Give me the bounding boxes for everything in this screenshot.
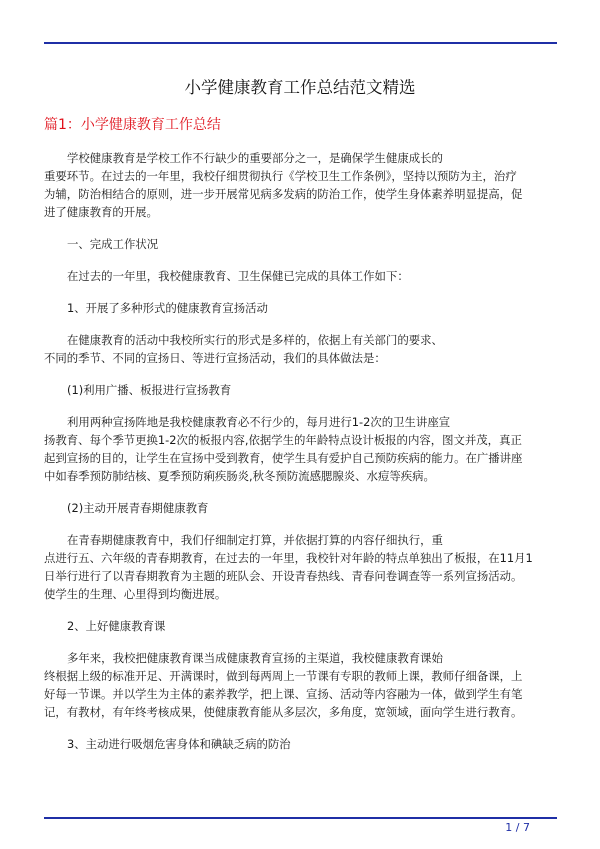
subheading: 一、完成工作状况	[67, 237, 159, 251]
subheading: 1、开展了多种形式的健康教育宣扬活动	[67, 301, 268, 315]
paragraph	[44, 267, 557, 285]
text-line: 利用两种宣扬阵地是我校健康教育必不行少的，每月进行1-2次的卫生讲座宣	[67, 415, 451, 429]
header-rule	[44, 42, 557, 44]
subheading: 2、上好健康教育课	[67, 619, 166, 633]
text-line: 在健康教育的活动中我校所实行的形式是多样的，依据上有关部门的要求、	[67, 333, 443, 347]
text-line: 在青春期健康教育中，我们仔细制定打算，并依据打算的内容仔细执行，重	[67, 533, 443, 547]
footer-rule	[44, 817, 557, 819]
paragraph	[44, 381, 557, 399]
paragraph	[44, 413, 557, 485]
text-line: 学校健康教育是学校工作不行缺少的重要部分之一，是确保学生健康成长的	[67, 151, 443, 165]
document-body	[44, 149, 557, 753]
text-line: 记，有教材，有年终考核成果，使健康教育能从多层次，多角度，宽领域，面向学生进行教育。	[44, 705, 523, 719]
paragraph	[44, 331, 557, 367]
text-line: 起到宣扬的目的，让学生在宣扬中受到教育，使学生具有爱护自己预防疾病的能力。在广播讲座	[44, 451, 523, 465]
paragraph	[44, 735, 557, 753]
paragraph	[44, 531, 557, 603]
paragraph	[44, 617, 557, 635]
paragraph	[44, 149, 557, 221]
subheading: 3、主动进行吸烟危害身体和碘缺乏病的防治	[67, 737, 291, 751]
text-line: 扬教育、每个季节更换1-2次的板报内容,依据学生的年龄特点设计板报的内容，图文并茂，真正	[44, 433, 522, 447]
text-line: 日举行进行了以青春期教育为主题的班队会、开设青春热线、青春问卷调查等一系列宣扬活动。	[44, 569, 523, 583]
subheading: (2)主动开展青春期健康教育	[67, 501, 209, 515]
paragraph	[44, 235, 557, 253]
text-line: 终根据上级的标准开足、开满课时，做到每两周上一节课有专职的教师上课，教师仔细备课，上	[44, 669, 523, 683]
text-line: 在过去的一年里，我校健康教育、卫生保健已完成的具体工作如下：	[67, 269, 409, 283]
document-title: 小学健康教育工作总结范文精选	[184, 78, 416, 97]
text-line: 重要环节。在过去的一年里，我校仔细贯彻执行《学校卫生工作条例》，坚持以预防为主，治疗	[44, 169, 517, 183]
text-line: 点进行五、六年级的青春期教育，在过去的一年里，我校针对年龄的特点单独出了板报，在11月1	[44, 551, 533, 565]
paragraph	[44, 299, 557, 317]
text-line: 不同的季节、不同的宣扬日、等进行宣扬活动，我们的具体做法是：	[44, 351, 386, 365]
section-heading: 篇1：小学健康教育工作总结	[44, 117, 221, 133]
text-line: 多年来，我校把健康教育课当成健康教育宣扬的主渠道，我校健康教育课始	[67, 651, 443, 665]
text-line: 为辅，防治相结合的原则，进一步开展常见病多发病的防治工作，使学生身体素养明显提高，促	[44, 187, 523, 201]
text-line: 使学生的生理、心里得到均衡进展。	[44, 587, 227, 601]
text-line: 进了健康教育的开展。	[44, 205, 158, 219]
text-line: 中如春季预防肺结核、夏季预防痢疾肠炎,秋冬预防流感腮腺炎、水痘等疾病。	[44, 469, 435, 483]
text-line: 好每一节课。并以学生为主体的素养教学，把上课、宣扬、活动等内容融为一体，做到学生有笔	[44, 687, 523, 701]
paragraph	[44, 499, 557, 517]
page-indicator: 1 / 7	[505, 821, 530, 834]
subheading: (1)利用广播、板报进行宣扬教育	[67, 383, 232, 397]
paragraph	[44, 649, 557, 721]
